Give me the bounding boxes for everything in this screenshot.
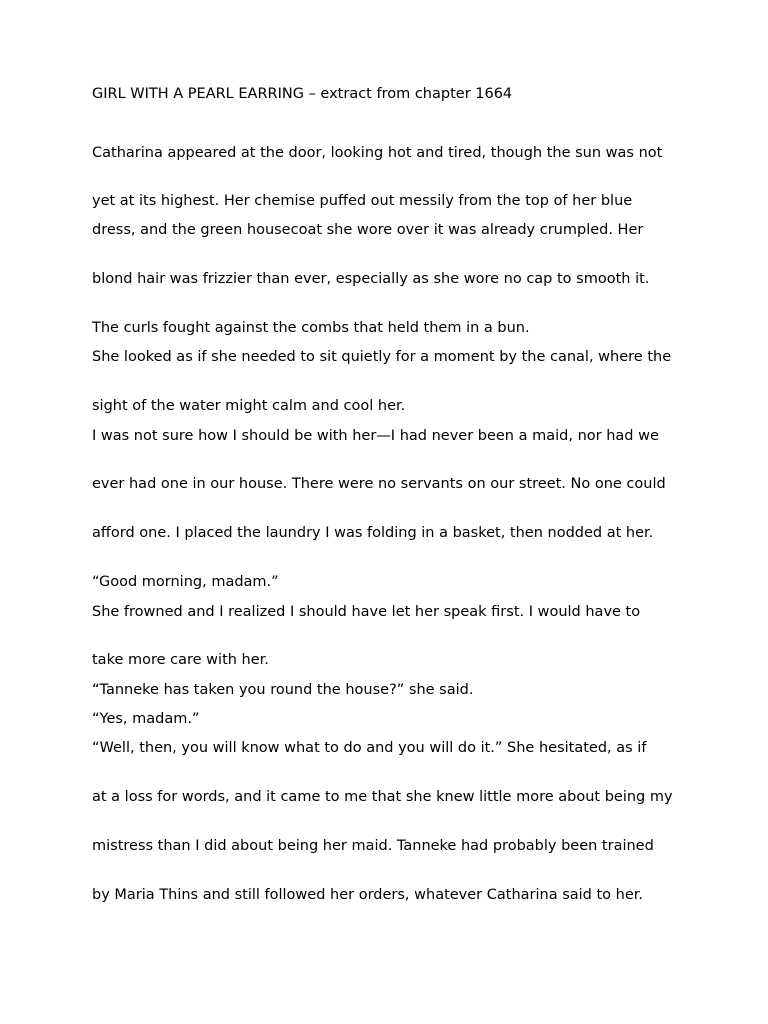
paragraph: by Maria Thins and still followed her orders, whatever Catharina said to her. <box>92 887 643 903</box>
paragraph: “Yes, madam.” <box>92 711 200 727</box>
paragraph: ever had one in our house. There were no servants on our street. No one could <box>92 476 666 492</box>
paragraph: sight of the water might calm and cool her. <box>92 398 406 414</box>
paragraph: She looked as if she needed to sit quietly for a moment by the canal, where the <box>92 349 672 365</box>
paragraph: “Well, then, you will know what to do and you will do it.” She hesitated, as if <box>92 740 647 756</box>
paragraph: Catharina appeared at the door, looking hot and tired, though the sun was not <box>92 145 663 161</box>
paragraph: yet at its highest. Her chemise puffed out messily from the top of her blue <box>92 193 633 209</box>
paragraph: mistress than I did about being her maid. Tanneke had probably been trained <box>92 838 654 854</box>
paragraph: “Good morning, madam.” <box>92 574 279 590</box>
paragraph: at a loss for words, and it came to me that she knew little more about being my <box>92 789 673 805</box>
paragraph: “Tanneke has taken you round the house?” she said. <box>92 682 474 698</box>
paragraph: afford one. I placed the laundry I was folding in a basket, then nodded at her. <box>92 525 654 541</box>
paragraph: take more care with her. <box>92 652 269 668</box>
paragraph: She frowned and I realized I should have let her speak first. I would have to <box>92 604 641 620</box>
document-title: GIRL WITH A PEARL EARRING – extract from chapter 1664 <box>92 86 513 102</box>
paragraph: The curls fought against the combs that held them in a bun. <box>92 320 530 336</box>
paragraph: I was not sure how I should be with her—I had never been a maid, nor had we <box>92 428 659 444</box>
paragraph: dress, and the green housecoat she wore over it was already crumpled. Her <box>92 222 644 238</box>
paragraph: blond hair was frizzier than ever, especially as she wore no cap to smooth it. <box>92 271 650 287</box>
